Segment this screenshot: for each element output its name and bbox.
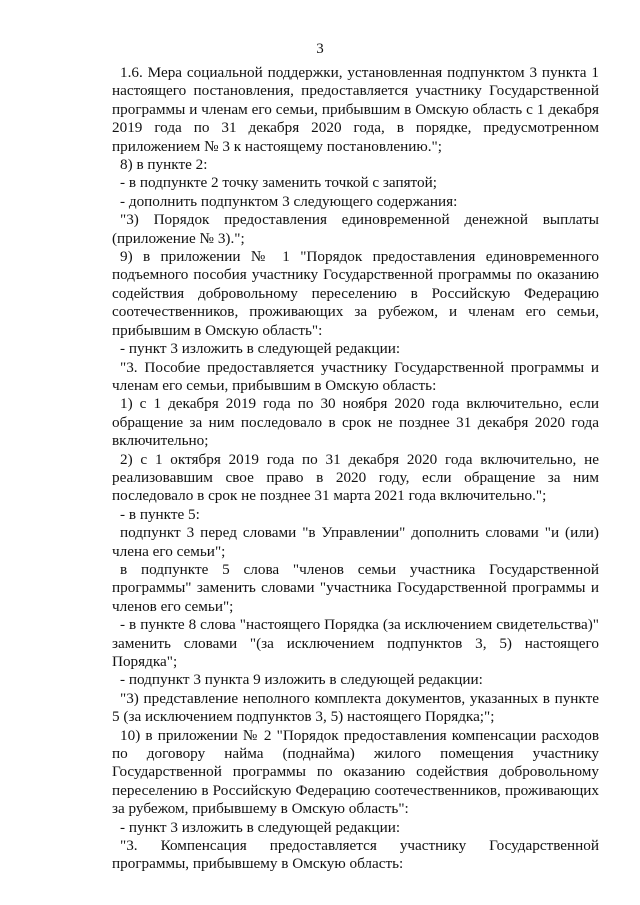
paragraph-1-6: 1.6. Мера социальной поддержки, установленная подпунктом 3 пункта 1 настоящего постановления, предоставляется участнику Государственной программы и членам его семьи, прибывшим в Омскую область с 1 декабря 2019 года по 31 декабря 2020 года, в порядке, предусмотренном приложением № 3 к настоящему постановлению.";	[112, 64, 599, 155]
paragraph-point-3-new-wording-2: - пункт 3 изложить в следующей редакции:	[120, 818, 401, 836]
paragraph-add-subitem-3: - дополнить подпунктом 3 следующего содержания:	[120, 192, 458, 210]
paragraph-point-9: - подпункт 3 пункта 9 изложить в следующей редакции:	[120, 671, 483, 689]
paragraph-quote-incomplete-docs: "3) представление неполного комплекта документов, указанных в пункте 5 (за исключением подпунктов 3, 5) настоящего Порядка;";	[112, 689, 599, 726]
paragraph-subitem-2-dates: 2) с 1 октября 2019 года по 31 декабря 2020 года включительно, не реализовавшим свое право в 2020 году, если обращение за ним последовало в срок не позднее 31 марта 2021 года включительно.";	[112, 450, 599, 505]
document-body	[112, 64, 599, 874]
paragraph-point-5: - в пункте 5:	[120, 505, 200, 523]
paragraph-subitem-1: 1) с 1 декабря 2019 года по 30 ноября 2020 года включительно, если обращение за ним последовало в срок не позднее 31 декабря 2020 года включительно;	[112, 395, 599, 450]
paragraph-quote-compensation: "3. Компенсация предоставляется участнику Государственной программы, прибывшему в Омскую область:	[112, 837, 599, 873]
paragraph-subpoint-5: в подпункте 5 слова "членов семьи участника Государственной программы" заменить словами "участника Государственной программы и членов его семьи";	[112, 560, 599, 615]
paragraph-point-8: - в пункте 8 слова "настоящего Порядка (за исключением свидетельства)" заменить словами "(за исключением подпунктов 3, 5) настоящего Порядка";	[112, 616, 599, 670]
paragraph-item-10: 10) в приложении № 2 "Порядок предоставления компенсации расходов по договору найма (поднайма) жилого помещения участнику Государственной программы по оказанию содействия добровольному переселению в Российскую Федерацию соотечественников, проживающих за рубежом, прибывшему в Омскую область":	[112, 726, 599, 818]
page-number: 3	[316, 41, 324, 57]
paragraph-subpoint-3: подпункт 3 перед словами "в Управлении" дополнить словами "и (или) члена его семьи";	[112, 524, 599, 560]
paragraph-point-3-new-wording: - пункт 3 изложить в следующей редакции:	[120, 340, 401, 358]
paragraph-item-8: 8) в пункте 2:	[120, 156, 208, 174]
paragraph-quote-3-procedure: "3) Порядок предоставления единовременной денежной выплаты (приложение № 3).";	[112, 211, 599, 247]
paragraph-quote-3-allowance: "3. Пособие предоставляется участнику Государственной программы и членам его семьи, прибывшим в Омскую область:	[112, 358, 599, 394]
paragraph-subitem-2: - в подпункте 2 точку заменить точкой с запятой;	[120, 174, 437, 192]
paragraph-item-9: 9) в приложении № 1 "Порядок предоставления единовременного подъемного пособия участнику Государственной программы по оказанию содействия добровольному переселению в Российскую Федерацию соотечественников, проживающих за рубежом, и членам его семьи, прибывшим в Омскую область":	[112, 248, 599, 339]
